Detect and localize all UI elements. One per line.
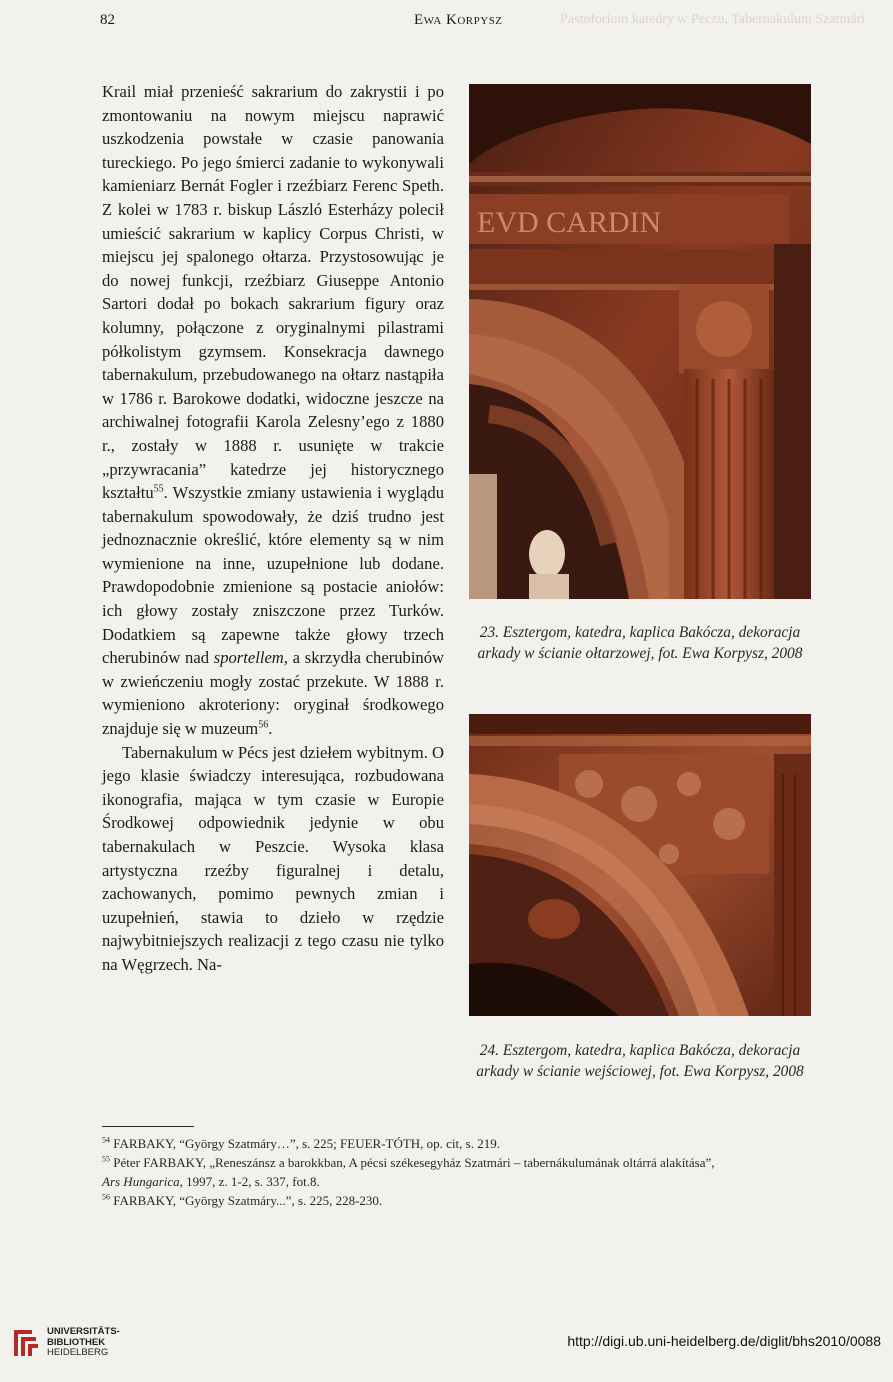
figure-23-caption: 23. Esztergom, katedra, kaplica Bakócza, dekoracja arkady w ścianie ołtarzowej, fot. Ewa Korpysz, 2008 [477, 624, 803, 662]
footnote-56: $^{56}$ FARBAKY, “György Szatmáry...”, s. 225, 228-230. [102, 1192, 383, 1208]
footnotes [102, 1134, 814, 1210]
figure-23-photo [469, 84, 811, 599]
page-number: 82 [100, 12, 115, 28]
figure-24-photo [469, 714, 811, 1016]
running-header-author: Ewa Korpysz [414, 12, 503, 28]
footnote-ref-55[interactable]: 55 [153, 483, 164, 495]
body-text [102, 80, 444, 977]
footnote-55: $^{55}$ Péter FARBAKY, „Reneszánsz a barokkban, A pécsi székesegyház Szatmári – tabernákulumának oltárrá alakítása”, Ars Hungarica, 1997, z. 1-2, s. 337, fot.8. [102, 1154, 715, 1189]
library-logo[interactable] [10, 1326, 120, 1360]
paragraph-2: Tabernakulum w Pécs jest dziełem wybitnym. O jego klasie świadczy interesująca, rozbudowana ikonografia, mająca w tym czasie w Europie Środkowej odpowiednik jedynie w obu tabernakulach w Peszcie. Wysoka klasa artystyczna rzeźby figuralnej i detalu, zachowanych, pomimo pewnych zmian i uzupełnień, stawia to dzieło w rzędzie najwybitniejszych realizacji z tego czasu nie tylko na Węgrzech. Na- [102, 742, 444, 974]
bleed-through-text: Pastoforium katedry w Peczu, Tabernakulum Szatmári [560, 12, 866, 27]
photo-inscription: EVD CARDIN [477, 206, 662, 239]
footnote-54: $^{54}$ FARBAKY, “György Szatmáry…”, s. 225; FEUER-TÓTH, op. cit, s. 219. [102, 1135, 500, 1151]
library-logo-text: UNIVERSITÄTS- BIBLIOTHEK HEIDELBERG [47, 1326, 120, 1359]
footnote-divider [102, 1126, 194, 1127]
footnote-ref-56[interactable]: 56 [258, 719, 269, 731]
paragraph-1: Krail miał przenieść sakrarium do zakrystii i po zmontowaniu na nowym miejscu naprawić uszkodzenia powstałe w czasie panowania tureckiego. Po jego śmierci zadanie to wykonywali kamieniarz Bernát Fogler i rzeźbiarz Ferenc Speth. Z kolei w 1783 r. biskup László Esterházy polecił umieścić sakrarium w kaplicy Corpus Christi, w miejscu jej spalonego ołtarza. Przystosowując je do nowej funkcji, rzeźbiarz Giuseppe Antonio Sartori dodał po bokach sakrarium figury oraz kolumny, połączone z oryginalnymi pilastrami półkolistym gzymsem. Konsekracja dawnego tabernakulum, przebudowanego na ołtarz nastąpiła w 1786 r. Barokowe dodatki, widoczne jeszcze na archiwalnej fotografii Karola Zelesny’ego z 1880 r., zostały w 1888 r. usunięte w trakcie „przywracania” katedrze jej historycznego kształtu$^{55}$. Wszystkie zmiany ustawienia i wyglądu tabernakulum spowodowały, że dziś trudno jest jednoznacznie określić, które elementy są w nim wymienione na inne, uzupełnione lub dodane. Prawdopodobnie zmienione są postacie aniołów: ich głowy zostały zniszczone przez Turków. Dodatkiem są zapewne także głowy trzech cherubinów nad sportellem, a skrzydła cherubinów w zwieńczeniu mogły zostać przekute. W 1888 r. wymieniono akroteriony: oryginał środkowego znajduje się w muzeum$^{56}$. [102, 82, 445, 739]
library-logo-icon [10, 1326, 40, 1360]
figure-24-caption: 24. Esztergom, katedra, kaplica Bakócza, dekoracja arkady w ścianie wejściowej, fot. Ewa Korpysz, 2008 [476, 1042, 804, 1080]
source-url-link[interactable]: http://digi.ub.uni-heidelberg.de/diglit/bhs2010/0088 [567, 1333, 881, 1349]
